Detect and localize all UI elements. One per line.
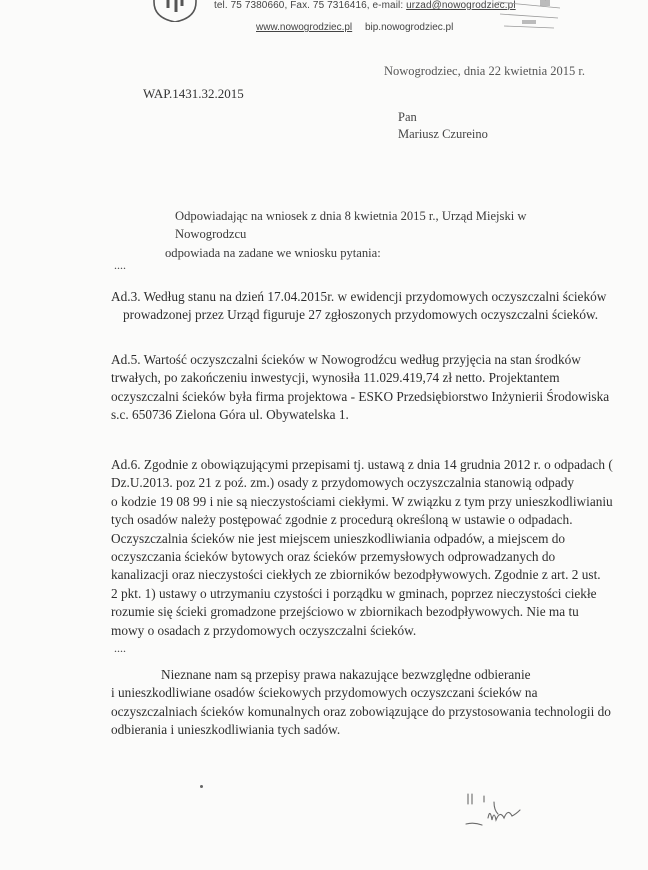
stray-mark [200,785,203,788]
paragraph-line: Oczyszczalnia ścieków nie jest miejscem unieszkodliwiania odpadów, a miejscem do [111,530,566,546]
paragraph-line: Ad.3. Według stanu na dzień 17.04.2015r. w ewidencji przydomowych oczyszczalni ścieków [111,289,607,304]
bip-link[interactable]: bip.nowogrodziec.pl [364,22,454,33]
paragraph-line: Dz.U.2013. poz 21 z poź. zm.) osady z przydomowych oczyszczalnia stanowią odpady [111,475,575,491]
paragraph-line: Nieznane nam są przepisy prawa nakazujące bezwzględne odbieranie [161,667,531,682]
paragraph-line: oczyszczania ścieków bytowych oraz ścieków przemysłowych odprowadzanych do [111,549,556,565]
coat-of-arms-icon [150,0,200,22]
received-stamp-icon [494,0,564,36]
paragraph-line: Ad.5. Wartość oczyszczalni ścieków w Nowogrodźcu według przyjęcia na stan środków [111,352,581,367]
paragraph-line: o kodzie 19 08 99 i nie są nieczystościami ciekłymi. W związku z tym przy unieszkodliwianiu [111,493,613,509]
paragraph-line: tych osadów należy postępować zgodnie z procedurą określoną w ustawie o odpadach. [111,512,573,528]
signature-icon [454,788,574,838]
paragraph-line: s.c. 650736 Zielona Góra ul. Obywatelska 1. [111,407,349,423]
contact-phone-fax: tel. 75 7380660, Fax. 75 7316416, e-mail: [214,0,407,11]
paragraph-line: Ad.6. Zgodnie z obowiązującymi przepisami tj. ustawą z dnia 14 grudnia 2012 r. o odpadach ( [111,457,613,472]
paragraph-line: i unieszkodliwiane osadów ściekowych przydomowych oczyszczani ścieków na [111,685,538,701]
omission-marker: .... [114,258,126,272]
website-link[interactable]: www.nowogrodziec.pl [256,22,353,33]
answer-ad6 [111,456,619,640]
reference-number: WAP.1431.32.2015 [143,86,244,101]
answer-ad5 [111,351,619,425]
paragraph-line: 2 pkt. 1) ustawy o utrzymaniu czystości i porządku w gminach, poprzez nieczystości ciekłe [111,585,597,601]
paragraph-line: mowy o osadach z przydomowych oczyszczalni ścieków. [111,622,417,638]
recipient-salutation: Pan [398,110,417,124]
answer-ad3 [111,288,611,325]
paragraph-line: trwałych, po zakończeniu inwestycji, wynosiła 11.029.419,74 zł netto. Projektantem [111,370,560,386]
intro-line: Odpowiadając na wniosek z dnia 8 kwietnia 2015 r., Urząd Miejski w Nowogrodzcu [175,209,527,242]
paragraph-line: oczyszczalniach ścieków komunalnych oraz zobowiązujące do przystosowania technologii do [111,703,611,719]
paragraph-line: odbierania i unieszkodliwiania tych sadów. [111,722,341,738]
intro-paragraph [165,207,585,262]
paragraph-line: kanalizacji oraz nieczystości ciekłych ze zbiorników bezodpływowych. Zgodnie z art. 2 ust. [111,567,601,583]
closing-paragraph [111,666,619,740]
letter-date: Nowogrodziec, dnia 22 kwietnia 2015 r. [384,64,585,78]
letterhead-links [256,22,453,33]
intro-line: odpowiada na zadane we wniosku pytania: [165,245,381,260]
omission-marker: .... [114,641,126,655]
paragraph-line: rozumie się ścieki gromadzone przejściowo w zbiornikach bezodpływowych. Nie ma tu [111,604,579,620]
paragraph-line: prowadzonej przez Urząd figuruje 27 zgłoszonych przydomowych oczyszczalni ścieków. [123,307,599,323]
recipient-name: Mariusz Czureino [398,127,488,141]
letterhead-contact [214,0,516,11]
contact-email-link[interactable]: urzad@nowogrodziec.pl [406,0,516,11]
paragraph-line: oczyszczalni ścieków była firma projektowa - ESKO Przedsiębiorstwo Inżynierii Środowiska [111,388,610,404]
